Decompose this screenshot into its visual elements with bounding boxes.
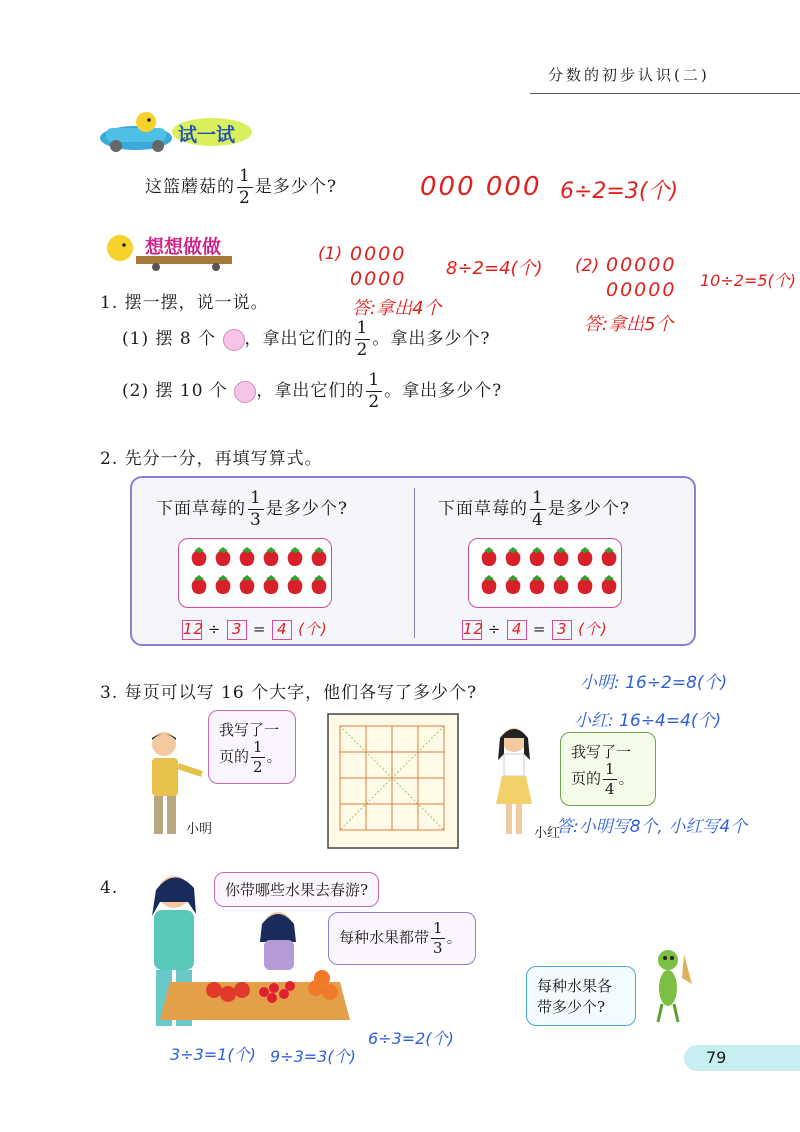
hw1-row1: 0000: [350, 243, 407, 265]
strawberry-icon: [503, 545, 523, 569]
q2-right-question: 下面草莓的 $\frac{1}{4}$ 是多少个?: [438, 488, 630, 530]
answer-box[interactable]: 3: [552, 620, 572, 640]
girl-speech-bubble: 每种水果都带 $\frac{1}{3}$ 。: [328, 912, 476, 965]
q2-left-question: 下面草莓的 $\frac{1}{3}$ 是多少个?: [156, 488, 348, 530]
fraction: $\frac{1}{3}$: [250, 488, 262, 530]
fraction: $\frac{1}{4}$: [532, 488, 544, 530]
q2-right-equation: 12 ÷ 4 = 3 (个): [463, 620, 608, 638]
strawberry-icon: [285, 573, 305, 597]
fraction: $\frac{1}{2}$: [239, 166, 251, 208]
hw2-calc: 10÷2=5(个): [700, 271, 797, 290]
page-number-tab: [684, 1045, 800, 1071]
mom-speech-bubble: 你带哪些水果去春游?: [214, 872, 379, 907]
strawberry-grid: [479, 545, 611, 597]
q1-label: 1. 摆一摆，说一说。: [100, 293, 269, 313]
hong-speech-bubble: 我写了一 页的 $\frac{1}{4}$ 。: [560, 732, 656, 806]
bug-speech-bubble: 每种水果各 带多少个?: [526, 966, 636, 1026]
hw-q4-a: 3÷3=1(个): [170, 1045, 256, 1064]
car-chick-icon: [96, 108, 176, 152]
think-heading: 想想做做: [145, 236, 222, 258]
answer-box[interactable]: 12: [463, 620, 485, 638]
strawberry-box-right: [468, 538, 622, 608]
q3-label: 3. 每页可以写 16 个大字，他们各写了多少个?: [100, 683, 478, 703]
strawberry-icon: [527, 573, 547, 597]
answer-box[interactable]: 3: [227, 620, 247, 640]
hw-q4-c: 6÷3=2(个): [368, 1029, 454, 1048]
strawberry-icon: [575, 573, 595, 597]
strawberry-icon: [261, 573, 281, 597]
strawberry-icon: [285, 545, 305, 569]
strawberry-icon: [479, 573, 499, 597]
hw2-row1: 00000: [606, 254, 677, 276]
hw-q3-hong: 小红: 16÷4=4(个): [574, 711, 722, 731]
strawberry-icon: [213, 545, 233, 569]
writing-grid-paper: [326, 712, 460, 850]
hw-circles: 000 000: [420, 172, 542, 202]
try-question: [145, 168, 337, 207]
hw-q3-answer: 答:小明写8个, 小红写4个: [556, 817, 748, 837]
strawberry-box-left: [178, 538, 332, 608]
strawberry-icon: [479, 545, 499, 569]
strawberry-icon: [551, 573, 571, 597]
page-header-title: 分数的初步认识(二): [548, 66, 710, 84]
q2-left-equation: 12 ÷ 3 = 4 (个): [183, 620, 328, 638]
hong-name: 小红: [534, 826, 561, 841]
fraction: $\frac{1}{2}$: [356, 318, 369, 360]
strawberry-icon: [309, 573, 329, 597]
hw1-label: (1): [318, 244, 343, 264]
fraction: $\frac{1}{2}$: [253, 738, 263, 776]
hw1-row2: 0000: [350, 268, 407, 290]
ming-name: 小明: [186, 822, 213, 837]
answer-box[interactable]: 4: [272, 620, 292, 640]
pink-circle-icon: [223, 329, 245, 351]
hw-q4-b: 9÷3=3(个): [270, 1047, 356, 1066]
fraction: $\frac{1}{4}$: [605, 760, 615, 798]
try-question-pre: 这篮蘑菇的: [145, 177, 235, 197]
hw-q3-ming: 小明: 16÷2=8(个): [580, 673, 728, 693]
strawberry-icon: [599, 573, 619, 597]
answer-box[interactable]: 4: [507, 620, 527, 640]
strawberry-icon: [213, 573, 233, 597]
hw2-label: (2): [575, 256, 600, 276]
pink-circle-icon: [234, 381, 256, 403]
strawberry-icon: [189, 573, 209, 597]
strawberry-icon: [237, 573, 257, 597]
q4-label: 4.: [100, 878, 119, 898]
answer-box[interactable]: 12: [183, 620, 205, 638]
hw1-calc: 8÷2=4(个): [446, 258, 543, 279]
page-number: 79: [706, 1048, 727, 1067]
hw1-answer: 答:拿出4个: [352, 298, 442, 319]
q1-sub1: (1) 摆 8 个 ，拿出它们的 $\frac{1}{2}$ 。拿出多少个?: [122, 318, 491, 360]
hw2-row2: 00000: [606, 279, 677, 301]
strawberry-icon: [309, 545, 329, 569]
fraction: $\frac{1}{2}$: [368, 370, 381, 412]
green-bug-mascot: [646, 944, 696, 1026]
try-heading: 试一试: [178, 124, 236, 146]
strawberry-icon: [503, 573, 523, 597]
strawberry-icon: [599, 545, 619, 569]
q2-label: 2. 先分一分，再填写算式。: [100, 449, 323, 469]
strawberry-icon: [189, 545, 209, 569]
hw2-answer: 答:拿出5个: [584, 314, 674, 335]
strawberry-icon: [261, 545, 281, 569]
strawberry-icon: [575, 545, 595, 569]
q2-panel: [130, 476, 696, 646]
panel-divider: [414, 488, 415, 638]
strawberry-grid: [189, 545, 321, 597]
ming-speech-bubble: 我写了一 页的 $\frac{1}{2}$ 。: [208, 710, 296, 784]
fraction: $\frac{1}{3}$: [433, 919, 443, 957]
strawberry-icon: [237, 545, 257, 569]
try-question-post: 是多少个?: [254, 177, 337, 197]
strawberry-icon: [551, 545, 571, 569]
strawberry-icon: [527, 545, 547, 569]
hw-answer: 6÷2=3(个): [560, 179, 679, 204]
q1-sub2: (2) 摆 10 个 ，拿出它们的 $\frac{1}{2}$ 。拿出多少个?: [122, 370, 503, 412]
